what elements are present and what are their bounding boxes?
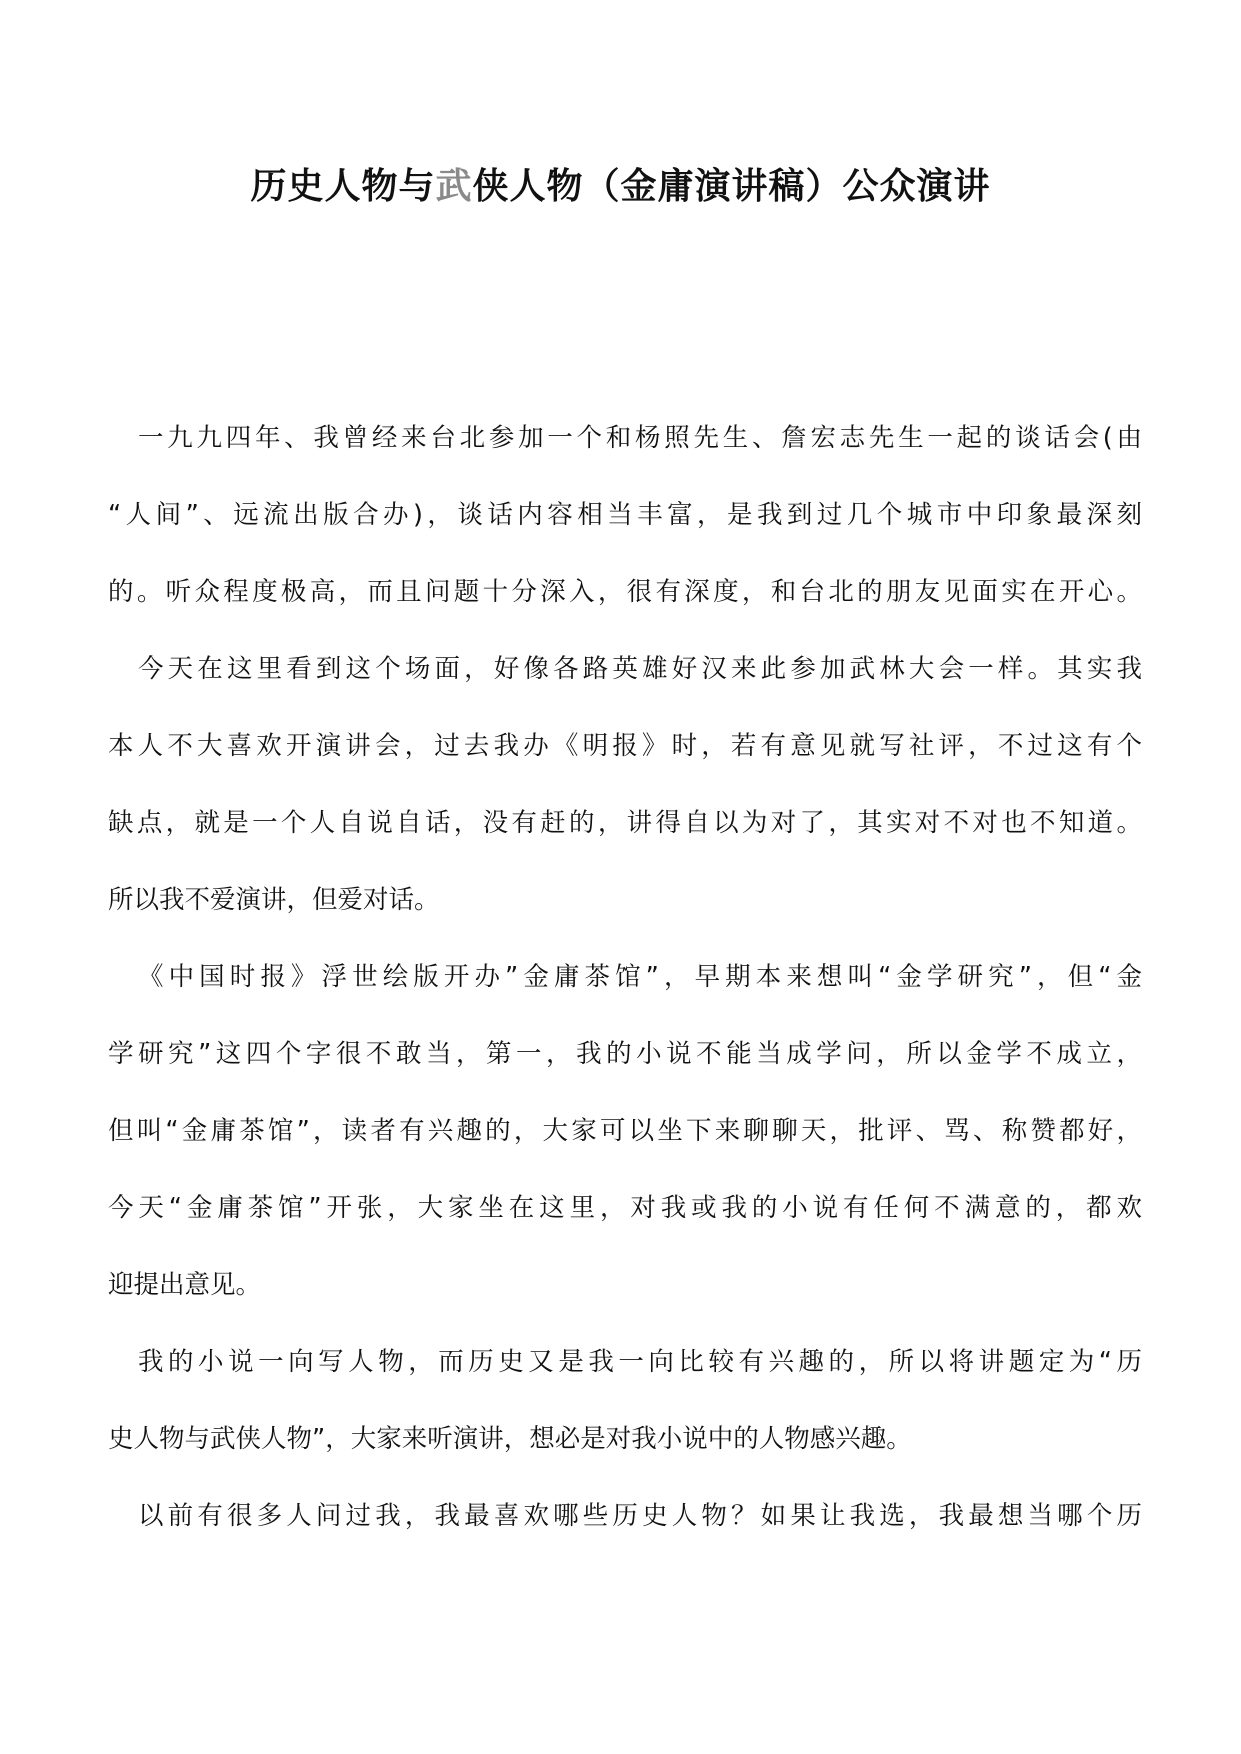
document-title xyxy=(0,158,1241,209)
text-line: 我的小说一向写人物，而历史又是我一向比较有兴趣的，所以将讲题定为“历 xyxy=(138,1347,1142,1377)
text-line: “人间”、远流出版合办)，谈话内容相当丰富，是我到过几个城市中印象最深刻 xyxy=(108,500,1142,530)
text-line: 今天“金庸茶馆”开张，大家坐在这里，对我或我的小说有任何不满意的，都欢 xyxy=(108,1193,1142,1223)
paragraph-3 xyxy=(108,959,1142,1344)
paragraph-4 xyxy=(108,1344,1142,1498)
text-line: 本人不大喜欢开演讲会，过去我办《明报》时，若有意见就写社评，不过这有个 xyxy=(108,731,1142,761)
text-line: 《中国时报》浮世绘版开办”金庸茶馆”，早期本来想叫“金学研究”，但“金 xyxy=(138,962,1142,992)
text-line: 迎提出意见。 xyxy=(108,1270,262,1300)
text-line: 学研究”这四个字很不敢当，第一，我的小说不能当成学问，所以金学不成立， xyxy=(108,1039,1142,1069)
title-part-3: 侠人物（金庸演讲稿）公众演讲 xyxy=(472,166,991,207)
text-line: 但叫“金庸茶馆”，读者有兴趣的，大家可以坐下来聊聊天，批评、骂、称赞都好， xyxy=(108,1116,1142,1146)
title-part-2: 武 xyxy=(435,166,473,207)
text-line: 一九九四年、我曾经来台北参加一个和杨照先生、詹宏志先生一起的谈话会(由 xyxy=(138,423,1142,453)
text-line: 史人物与武侠人物”，大家来听演讲，想必是对我小说中的人物感兴趣。 xyxy=(108,1424,912,1454)
paragraph-1 xyxy=(108,420,1142,651)
document-body xyxy=(108,420,1142,1575)
text-line: 所以我不爱演讲，但爱对话。 xyxy=(108,885,440,915)
paragraph-5 xyxy=(108,1498,1142,1575)
paragraph-2 xyxy=(108,651,1142,959)
text-line: 缺点，就是一个人自说自话，没有赶的，讲得自以为对了，其实对不对也不知道。 xyxy=(108,808,1142,838)
text-line: 的。听众程度极高，而且问题十分深入，很有深度，和台北的朋友见面实在开心。 xyxy=(108,577,1142,607)
title-part-1: 历史人物与 xyxy=(250,166,436,207)
text-line: 今天在这里看到这个场面，好像各路英雄好汉来此参加武林大会一样。其实我 xyxy=(138,654,1142,684)
text-line: 以前有很多人问过我，我最喜欢哪些历史人物？如果让我选，我最想当哪个历 xyxy=(138,1501,1142,1531)
